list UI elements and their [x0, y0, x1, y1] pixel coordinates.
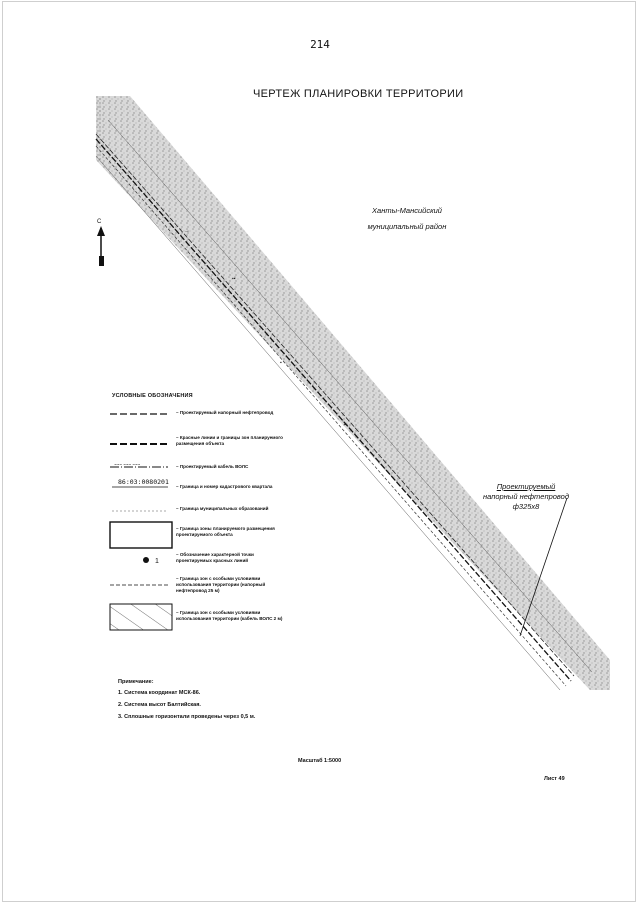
legend-item: – Проектируемый кабель ВОЛС: [176, 464, 249, 469]
scale-label: Масштаб 1:5000: [298, 758, 342, 764]
legend-item: – Граница и номер кадастрового квартала: [176, 484, 273, 489]
notes-title: Примечание:: [118, 679, 154, 685]
callout-line2: напорный нефтепровод: [482, 492, 570, 501]
svg-text:▪▪: ▪▪: [344, 422, 348, 428]
svg-text:▪▪: ▪▪: [232, 276, 236, 282]
legend-item: – Обозначение характерной точки проектируемых красных линий: [176, 552, 254, 563]
legend-symbols: [110, 414, 172, 630]
note-item: 1. Система координат МСК-86.: [118, 690, 201, 696]
pipeline-callout: [476, 482, 576, 512]
callout-line3: ф325х8: [512, 502, 540, 511]
legend-item: – Граница зон с особыми условиями использования территории (напорный нефтепровод 25 м): [176, 576, 266, 593]
north-letter: С: [97, 219, 102, 225]
svg-text:→: →: [184, 228, 190, 234]
callout-line1: Проектируемый: [496, 482, 556, 491]
district-line2: муниципальный район: [367, 222, 447, 231]
note-item: 2. Система высот Балтийская.: [118, 702, 201, 708]
svg-text:▪: ▪: [280, 360, 282, 366]
legend-item: – Граница зон с особыми условиями использования территории (кабель ВОЛС 2 м): [176, 610, 283, 621]
page-number: 214: [310, 38, 330, 51]
legend-title: УСЛОВНЫЕ ОБОЗНАЧЕНИЯ: [112, 393, 193, 399]
sheet-number: Лист 49: [544, 776, 565, 782]
legend-item: – Граница зоны планируемого размещения проектируемого объекта: [176, 526, 275, 537]
note-item: 3. Сплошные горизонтали проведены через 0,5 м.: [118, 714, 256, 720]
district-line1: Ханты-Мансийский: [372, 206, 442, 215]
drawing-title: ЧЕРТЕЖ ПЛАНИРОВКИ ТЕРРИТОРИИ: [253, 88, 464, 100]
legend-item: – Граница муниципальных образований: [176, 506, 269, 511]
point-number: 1: [155, 558, 159, 565]
north-arrow-icon: [97, 226, 105, 266]
cadastral-code: 86:03:0080201: [118, 478, 169, 486]
pipeline-line: [96, 139, 571, 681]
legend-item: – Проектируемый напорный нефтепровод: [176, 410, 274, 415]
svg-text:~~~ ~~~ ~~~: ~~~ ~~~ ~~~: [114, 462, 141, 467]
district-label: [362, 203, 452, 235]
legend-item: – Красные линии и границы зон планируемого размещения объекта: [176, 435, 283, 446]
